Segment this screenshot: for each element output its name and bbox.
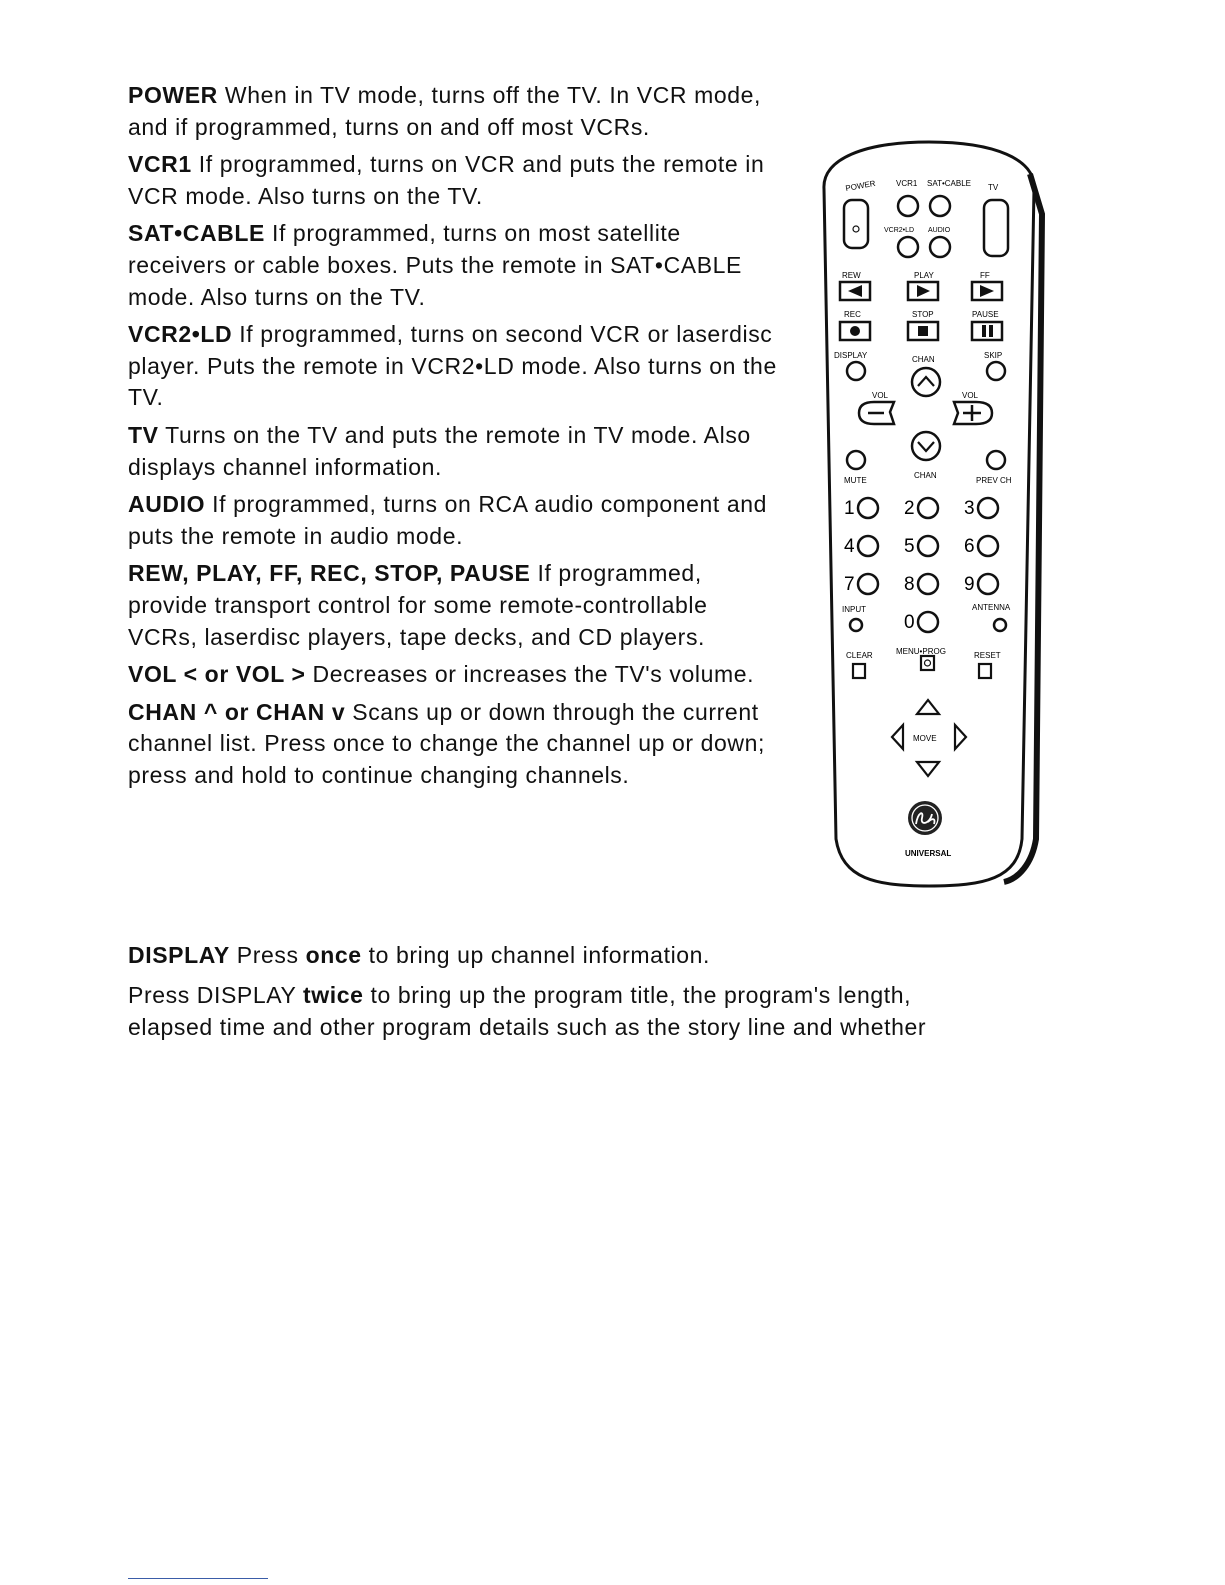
remote-control-illustration [804, 134, 1054, 894]
digit-4-label: 4 [844, 536, 855, 557]
entry-vcr1 [128, 149, 778, 212]
entry-channel [128, 697, 778, 792]
antenna-button [994, 619, 1006, 631]
entry-transport [128, 558, 778, 653]
entry-text: Press [229, 942, 306, 968]
play-button [908, 282, 938, 300]
vol-minus-label: VOL [872, 391, 889, 400]
brand-label: UNIVERSAL [905, 849, 952, 858]
vcr2ld-label: VCR2•LD [884, 227, 915, 234]
vol-minus-button [859, 402, 894, 424]
clear-label: CLEAR [846, 651, 873, 660]
entry-text: If programmed, turns on most satellite receivers or cable boxes. Puts the remote in SAT•CABLE mode. Also turns on the TV. [128, 220, 743, 310]
rec-button [840, 322, 870, 340]
mute-button [847, 451, 865, 469]
entry-display [128, 940, 1058, 972]
satcable-button [930, 196, 950, 216]
skip-button [987, 362, 1005, 380]
prevch-button [987, 451, 1005, 469]
digit-1-button [858, 498, 878, 518]
digit-2-button [918, 498, 938, 518]
emphasis-once: once [305, 942, 362, 968]
digit-0-label: 0 [904, 612, 915, 633]
digit-3-label: 3 [964, 498, 975, 519]
input-button [850, 619, 862, 631]
entry-term: VCR1 [128, 151, 192, 178]
entry-term: TV [128, 421, 159, 448]
stop-label: STOP [912, 310, 934, 319]
chan-down-button [912, 432, 940, 460]
tv-button [984, 200, 1008, 256]
display-continued [128, 980, 1058, 1012]
pause-button [972, 322, 1002, 340]
power-button [844, 200, 868, 248]
vcr1-label: VCR1 [896, 179, 918, 188]
emphasis-twice: twice [303, 982, 364, 1008]
entry-term: VCR2•LD [128, 321, 233, 348]
chan-up-button [912, 368, 940, 396]
stop-icon [918, 326, 928, 336]
chan-down-label: CHAN [914, 471, 937, 480]
entry-text: When in TV mode, turns off the TV. In VCR mode, and if programmed, turns on and off most VCRs. [128, 82, 762, 140]
entry-text: If programmed, turns on RCA audio component and puts the remote in audio mode. [128, 491, 768, 549]
reset-button [979, 664, 991, 678]
vcr1-button [898, 196, 918, 216]
skip-label: SKIP [984, 351, 1003, 360]
input-label: INPUT [842, 605, 866, 614]
digit-5-button [918, 536, 938, 556]
digit-8-button [918, 574, 938, 594]
mute-label: MUTE [844, 476, 867, 485]
entry-term: CHAN ^ or CHAN v [128, 698, 346, 725]
entry-text: Scans up or down through the current channel list. Press once to change the channel up or down; press and hold to continue changing channels. [128, 698, 766, 788]
prevch-label: PREV CH [976, 476, 1012, 485]
record-icon [850, 326, 860, 336]
entry-term: SAT•CABLE [128, 220, 265, 247]
entry-term: REW, PLAY, FF, REC, STOP, PAUSE [128, 560, 531, 587]
entry-satcable [128, 218, 778, 313]
digit-6-button [978, 536, 998, 556]
antenna-label: ANTENNA [972, 603, 1011, 612]
menuprog-label: MENU•PROG [896, 647, 946, 656]
entry-text: to bring up channel information. [361, 942, 711, 968]
digit-2-label: 2 [904, 498, 915, 519]
digit-6-label: 6 [964, 536, 975, 557]
ff-label: FF [980, 271, 990, 280]
digit-8-label: 8 [904, 574, 915, 595]
entry-audio [128, 489, 778, 552]
entry-text: to bring up the program title, the program's length, [363, 982, 912, 1008]
tv-label: TV [988, 183, 999, 192]
entry-term: AUDIO [128, 491, 206, 518]
audio-label: AUDIO [928, 227, 951, 234]
vol-plus-button [954, 402, 992, 424]
audio-button [930, 237, 950, 257]
display-label: DISPLAY [834, 351, 868, 360]
entry-tv [128, 420, 778, 483]
entry-text: Turns on the TV and puts the remote in TV mode. Also displays channel information. [128, 421, 751, 480]
menuprog-button [921, 656, 934, 670]
ge-logo-icon [908, 801, 942, 835]
entry-term: VOL < or VOL > [128, 661, 306, 688]
stop-button [908, 322, 938, 340]
digit-9-label: 9 [964, 574, 975, 595]
digit-0-button [918, 612, 938, 632]
entry-text: Press DISPLAY [128, 982, 304, 1008]
play-label: PLAY [914, 271, 934, 280]
entry-text: If programmed, turns on VCR and puts the remote in VCR mode. Also turns on the TV. [128, 151, 765, 209]
display-line-3: elapsed time and other program details such as the story line and whether [128, 1014, 927, 1040]
entry-text: If programmed, provide transport control for some remote-controllable VCRs, laserdisc players, tape decks, and CD players. [128, 560, 708, 650]
entry-term: POWER [128, 82, 218, 108]
digit-7-label: 7 [844, 574, 855, 595]
rec-label: REC [844, 310, 861, 319]
display-button [847, 362, 865, 380]
footer-rule [128, 1578, 268, 1579]
entry-text: If programmed, turns on second VCR or laserdisc player. Puts the remote in VCR2•LD mode. Also turns on the TV. [128, 321, 777, 411]
pause-label: PAUSE [972, 310, 999, 319]
move-label: MOVE [913, 734, 937, 743]
entry-volume [128, 659, 778, 691]
rew-label: REW [842, 271, 861, 280]
digit-4-button [858, 536, 878, 556]
entry-power [128, 80, 778, 143]
digit-7-button [858, 574, 878, 594]
rew-button [840, 282, 870, 300]
function-list [128, 80, 778, 797]
vol-plus-label: VOL [962, 391, 979, 400]
digit-9-button [978, 574, 998, 594]
entry-term: DISPLAY [128, 942, 230, 968]
ff-button [972, 282, 1002, 300]
digit-1-label: 1 [844, 498, 855, 519]
clear-button [853, 664, 865, 678]
vcr2ld-button [898, 237, 918, 257]
satcable-label: SAT•CABLE [927, 179, 971, 188]
chan-up-label: CHAN [912, 355, 935, 364]
entry-text: Decreases or increases the TV's volume. [305, 661, 755, 688]
entry-vcr2ld [128, 319, 778, 414]
power-label: POWER [844, 178, 877, 193]
reset-label: RESET [974, 651, 1001, 660]
digit-3-button [978, 498, 998, 518]
digit-5-label: 5 [904, 536, 915, 557]
